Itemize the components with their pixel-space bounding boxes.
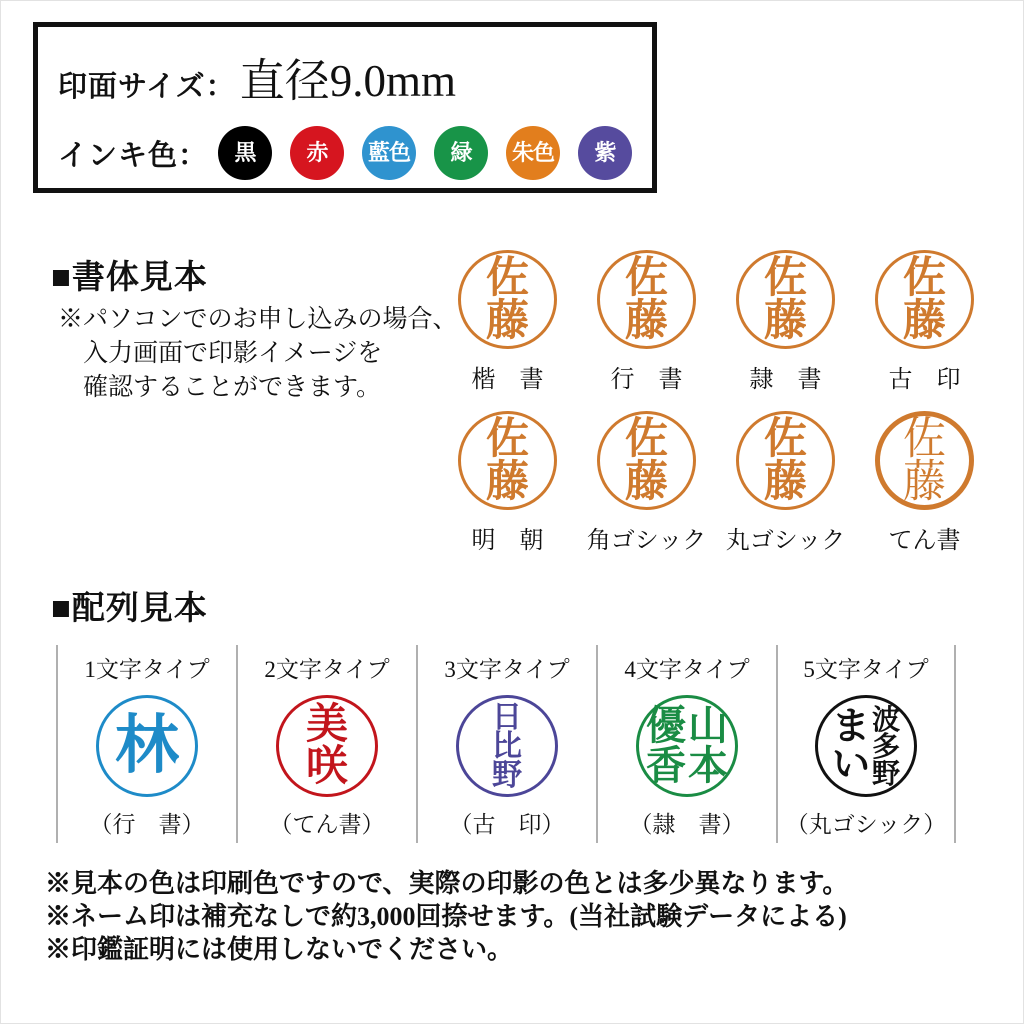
stamp-char-columns	[831, 703, 901, 789]
ink-color-row	[58, 126, 652, 180]
font-sample-reisho	[716, 250, 855, 394]
stamp-char: 美	[305, 702, 348, 748]
note-line: ※パソコンでのお申し込みの場合、	[58, 306, 458, 333]
layout-font-label: （古 印）	[449, 812, 565, 837]
layout-font-label: （てん書）	[269, 812, 385, 837]
stamp-preview	[736, 411, 835, 510]
stamp-preview	[597, 411, 696, 510]
ink-color-swatches	[218, 126, 632, 180]
layout-sample-row	[56, 645, 956, 843]
ink-swatch-red: 赤	[290, 126, 344, 180]
footnote-line: ※ネーム印は補充なしで約3,000回捺せます。(当社試験データによる)	[45, 902, 847, 931]
stamp-preview	[96, 695, 198, 797]
font-sample-label: 行 書	[610, 367, 683, 393]
layout-type-header: 5文字タイプ	[803, 657, 929, 682]
font-sample-koin	[855, 250, 994, 394]
ink-swatch-purple: 紫	[578, 126, 632, 180]
stamp-char: 日	[492, 700, 522, 734]
stamp-preview	[458, 250, 557, 349]
stamp-preview	[875, 250, 974, 349]
layout-type-header: 2文字タイプ	[264, 657, 390, 682]
font-sample-gyosho	[577, 250, 716, 394]
stamp-preview	[458, 411, 557, 510]
font-sample-kaisho	[438, 250, 577, 394]
stamp-preview	[276, 695, 378, 797]
ink-swatch-indigo: 藍色	[362, 126, 416, 180]
stamp-char: 多	[872, 730, 901, 762]
stamp-size-row	[58, 44, 652, 109]
stamp-right-column	[872, 703, 901, 789]
font-sample-label: 楷 書	[471, 367, 544, 393]
font-sample-label: 隷 書	[749, 367, 822, 393]
stamp-char: 佐	[486, 254, 529, 302]
stamp-char: 本	[688, 743, 728, 788]
pc-order-note	[58, 303, 458, 405]
font-sample-tensho	[855, 411, 994, 555]
layout-type-header: 3文字タイプ	[444, 657, 570, 682]
font-sample-mincho	[438, 411, 577, 555]
stamp-char: 佐	[764, 414, 807, 463]
stamp-char: 野	[872, 757, 901, 789]
stamp-preview	[815, 695, 917, 797]
layout-type-header: 1文字タイプ	[84, 657, 210, 682]
layout-sample-4char	[596, 645, 776, 843]
stamp-char: 藤	[625, 457, 668, 506]
stamp-char-grid	[645, 703, 729, 788]
stamp-left-column	[832, 708, 870, 784]
stamp-face-size-label: 印面サイズ：	[58, 71, 236, 103]
note-line: 入力画面で印影イメージを	[83, 340, 383, 367]
stamp-char: 藤	[903, 457, 946, 507]
stamp-face-size-value: 直径9.0mm	[239, 56, 456, 106]
note-line: 確認することができます。	[83, 374, 382, 401]
stamp-char: 佐	[764, 254, 807, 302]
stamp-preview	[736, 250, 835, 349]
font-sample-maru-gothic	[716, 411, 855, 555]
font-sample-kaku-gothic	[577, 411, 716, 555]
ink-color-label: インキ色：	[58, 139, 209, 172]
stamp-char: 佐	[903, 414, 946, 464]
stamp-char: 山	[688, 703, 728, 748]
stamp-spec-box	[33, 22, 657, 193]
layout-type-header: 4文字タイプ	[624, 657, 750, 682]
layout-font-label: （丸ゴシック）	[785, 812, 947, 837]
ink-swatch-black: 黒	[218, 126, 272, 180]
font-sample-grid	[438, 250, 994, 555]
layout-sample-3char	[416, 645, 596, 843]
stamp-char: 波	[872, 703, 901, 735]
font-sample-label: てん書	[888, 528, 961, 554]
layout-samples-heading: ■配列見本	[51, 591, 208, 627]
stamp-preview	[636, 695, 738, 797]
stamp-preview	[597, 250, 696, 349]
stamp-char: 林	[115, 710, 179, 781]
stamp-preview	[875, 411, 974, 510]
layout-sample-2char	[236, 645, 416, 843]
stamp-char: 藤	[903, 297, 946, 345]
stamp-char: 藤	[486, 297, 529, 345]
stamp-char: い	[831, 744, 870, 786]
stamp-char: 比	[492, 729, 522, 763]
stamp-char: 香	[646, 743, 686, 788]
font-sample-label: 明 朝	[471, 528, 544, 554]
ink-swatch-green: 緑	[434, 126, 488, 180]
footnote-line: ※見本の色は印刷色ですので、実際の印影の色とは多少異なります。	[45, 869, 849, 898]
stamp-char: 佐	[625, 414, 668, 463]
layout-sample-5char	[776, 645, 956, 843]
stamp-char: 藤	[486, 458, 529, 506]
stamp-preview	[456, 695, 558, 797]
stamp-char: 咲	[305, 744, 348, 790]
layout-font-label: （行 書）	[89, 812, 205, 837]
stamp-char: 藤	[764, 297, 807, 345]
font-samples-heading: ■書体見本	[51, 260, 208, 296]
font-sample-label: 丸ゴシック	[725, 528, 846, 554]
layout-font-label: （隷 書）	[629, 812, 745, 837]
stamp-char: ま	[831, 706, 870, 748]
footnotes	[45, 867, 848, 966]
stamp-char: 優	[646, 703, 686, 748]
stamp-char: 佐	[903, 254, 946, 302]
footnote-line: ※印鑑証明には使用しないでください。	[45, 935, 514, 964]
stamp-char: 藤	[625, 297, 668, 345]
font-sample-label: 古 印	[888, 367, 961, 393]
stamp-char: 佐	[625, 254, 668, 302]
stamp-char: 佐	[486, 415, 529, 463]
layout-sample-1char	[56, 645, 236, 843]
stamp-char: 藤	[764, 457, 807, 506]
ink-swatch-vermilion: 朱色	[506, 126, 560, 180]
font-sample-label: 角ゴシック	[586, 528, 707, 554]
stamp-char: 野	[492, 758, 522, 792]
